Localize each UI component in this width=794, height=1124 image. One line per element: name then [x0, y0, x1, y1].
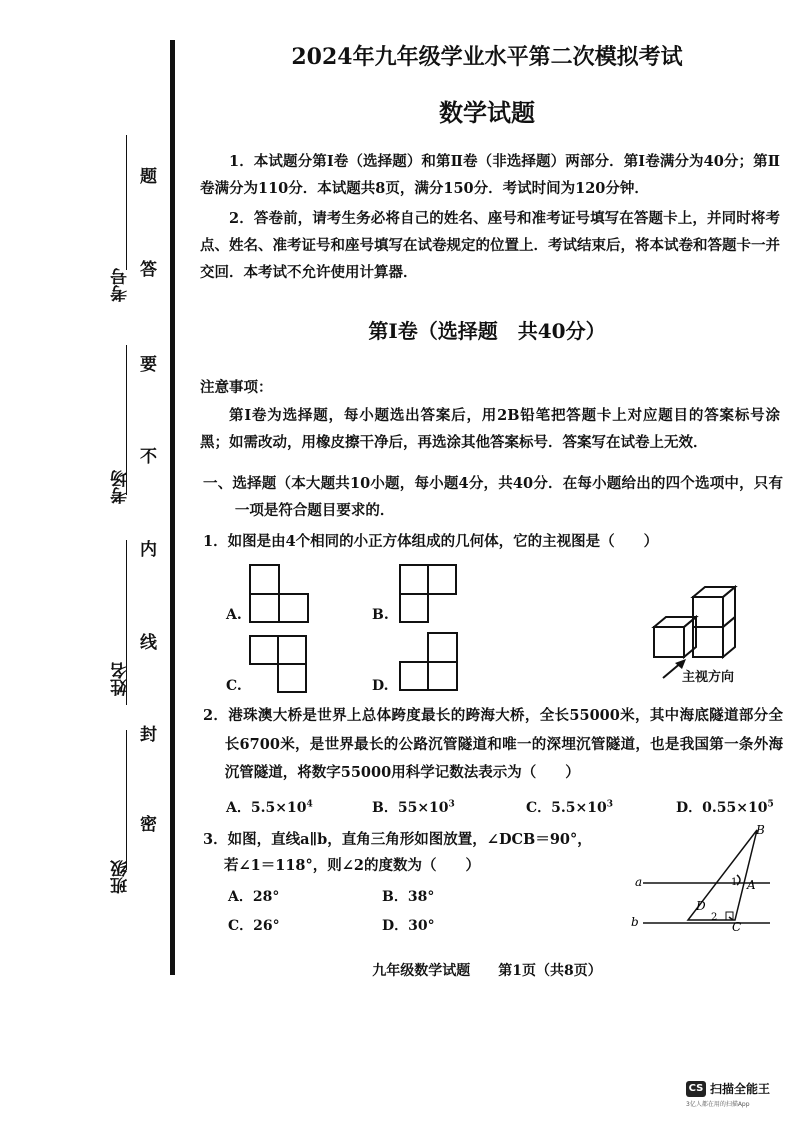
q3-label-A: A: [747, 878, 756, 892]
label-name: 姓名: [111, 662, 131, 696]
q3-label-B: B: [756, 823, 765, 837]
q3-option-c: C．26°: [228, 918, 280, 934]
label-exam-room: 考场: [111, 470, 131, 504]
subject-title: 数学试题: [439, 98, 535, 127]
section-title: 第Ⅰ卷（选择题 共40分）: [368, 319, 606, 343]
notice-text: 第Ⅰ卷为选择题，每小题选出答案后，用2B铅笔把答题卡上对应题目的答案标号涂黑；如需改动，用橡皮擦干净后，再选涂其他答案标号．答案写在试卷上无效．: [200, 407, 780, 451]
q3-figure: [625, 822, 775, 934]
part-title-text: 一、选择题（本大题共10小题，每小题4分，共40分．在每小题给出的四个选项中，只有一项是符合题目要求的．: [203, 475, 783, 519]
q3-label-D: D: [696, 899, 706, 913]
page-footer: 九年级数学试题 第1页（共8页）: [372, 963, 602, 979]
q2-option-d-base: 0.55×10: [702, 800, 768, 816]
q1-figure-label: 主视方向: [682, 670, 735, 685]
q2-option-c-letter: C．: [526, 800, 552, 816]
q2-option-c-exp: 3: [606, 799, 613, 810]
q2-option-c: [526, 797, 613, 817]
q3-stem-1: 3．如图，直线a∥b，直角三角形如图放置，∠DCB＝90°，: [203, 831, 592, 848]
q2-option-a-base: 5.5×10: [250, 800, 307, 816]
q3-label-C: C: [732, 920, 742, 934]
seal-column: [0, 0, 180, 980]
q3-option-d: D．30°: [382, 918, 435, 934]
q3-angle-1: 1: [731, 877, 738, 888]
seal-char: 密: [140, 815, 157, 835]
q2-option-a: [226, 797, 313, 817]
seal-char: 线: [140, 633, 157, 653]
instruction-2: 2．答卷前，请考生务必将自己的姓名、座号和准考证号填写在答题卡上，并同时将考点、姓名、准考证号和座号填写在试卷规定的位置上．考试结束后，将本试卷和答题卡一并交回．本考试不允许使用计算器．: [200, 210, 780, 281]
q2-option-d-letter: D．: [676, 800, 703, 816]
q2-option-a-exp: 4: [306, 799, 313, 810]
q3-label-b: b: [631, 915, 639, 929]
scanner-tagline: 3亿人都在用的扫描App: [686, 1101, 750, 1108]
seal-char: 不: [140, 447, 157, 467]
seal-char: 封: [140, 725, 157, 745]
q1-option-c: C.: [226, 678, 242, 694]
q1-option-a: A.: [226, 607, 242, 623]
seal-char: 答: [140, 260, 157, 280]
q2-option-b-base: 55×10: [397, 800, 449, 816]
binding-bar: [170, 40, 175, 975]
q3-label-a: a: [635, 875, 643, 889]
q3-angle-2: 2: [711, 912, 718, 923]
q2-option-b: [372, 797, 455, 817]
q2-option-d: [676, 797, 774, 817]
q2-stem: [203, 702, 783, 788]
q3-stem-2: 若∠1＝118°，则∠2的度数为（ ）: [224, 857, 480, 874]
seal-char: 题: [140, 167, 157, 187]
q3-option-b: B．38°: [382, 889, 435, 905]
scanner-name: 扫描全能王: [710, 1082, 771, 1096]
seal-line: [126, 730, 127, 870]
q3-option-a: A．28°: [228, 889, 280, 905]
notice-label: 注意事项：: [200, 379, 273, 396]
part-title: [203, 470, 783, 524]
seal-char: 内: [140, 540, 157, 560]
q1-option-d: D.: [372, 678, 389, 694]
q2-stem-text: 2．港珠澳大桥是世界上总体跨度最长的跨海大桥，全长55000米，其中海底隧道部分全长6700米，是世界最长的公路沉管隧道和唯一的深埋沉管隧道，也是我国第一条外海沉管隧道，将数字55000用科学记数法表示为（ ）: [203, 707, 783, 781]
q1-a-cube: [250, 565, 279, 594]
seal-line: [126, 135, 127, 270]
q2-option-b-letter: B．: [372, 800, 398, 816]
q2-option-d-exp: 5: [767, 799, 774, 810]
q2-option-c-base: 5.5×10: [551, 800, 607, 816]
q2-option-b-exp: 3: [448, 799, 455, 810]
seal-char: 要: [140, 355, 157, 375]
instruction-1: 1．本试题分第Ⅰ卷（选择题）和第Ⅱ卷（非选择题）两部分．第Ⅰ卷满分为40分；第Ⅱ卷满分为110分．本试题共8页，满分150分．考试时间为120分钟．: [200, 153, 780, 197]
label-exam-number: 考号: [111, 268, 131, 302]
scanner-watermark: [686, 1078, 770, 1108]
scanner-logo-icon: CS: [686, 1081, 706, 1097]
label-class: 班级: [111, 860, 131, 894]
exam-title: 2024年九年级学业水平第二次模拟考试: [291, 44, 683, 70]
q2-option-a-letter: A．: [226, 800, 251, 816]
q1-stem: 1．如图是由4个相同的小正方体组成的几何体，它的主视图是（ ）: [203, 533, 659, 550]
q1-option-b: B.: [372, 607, 389, 623]
